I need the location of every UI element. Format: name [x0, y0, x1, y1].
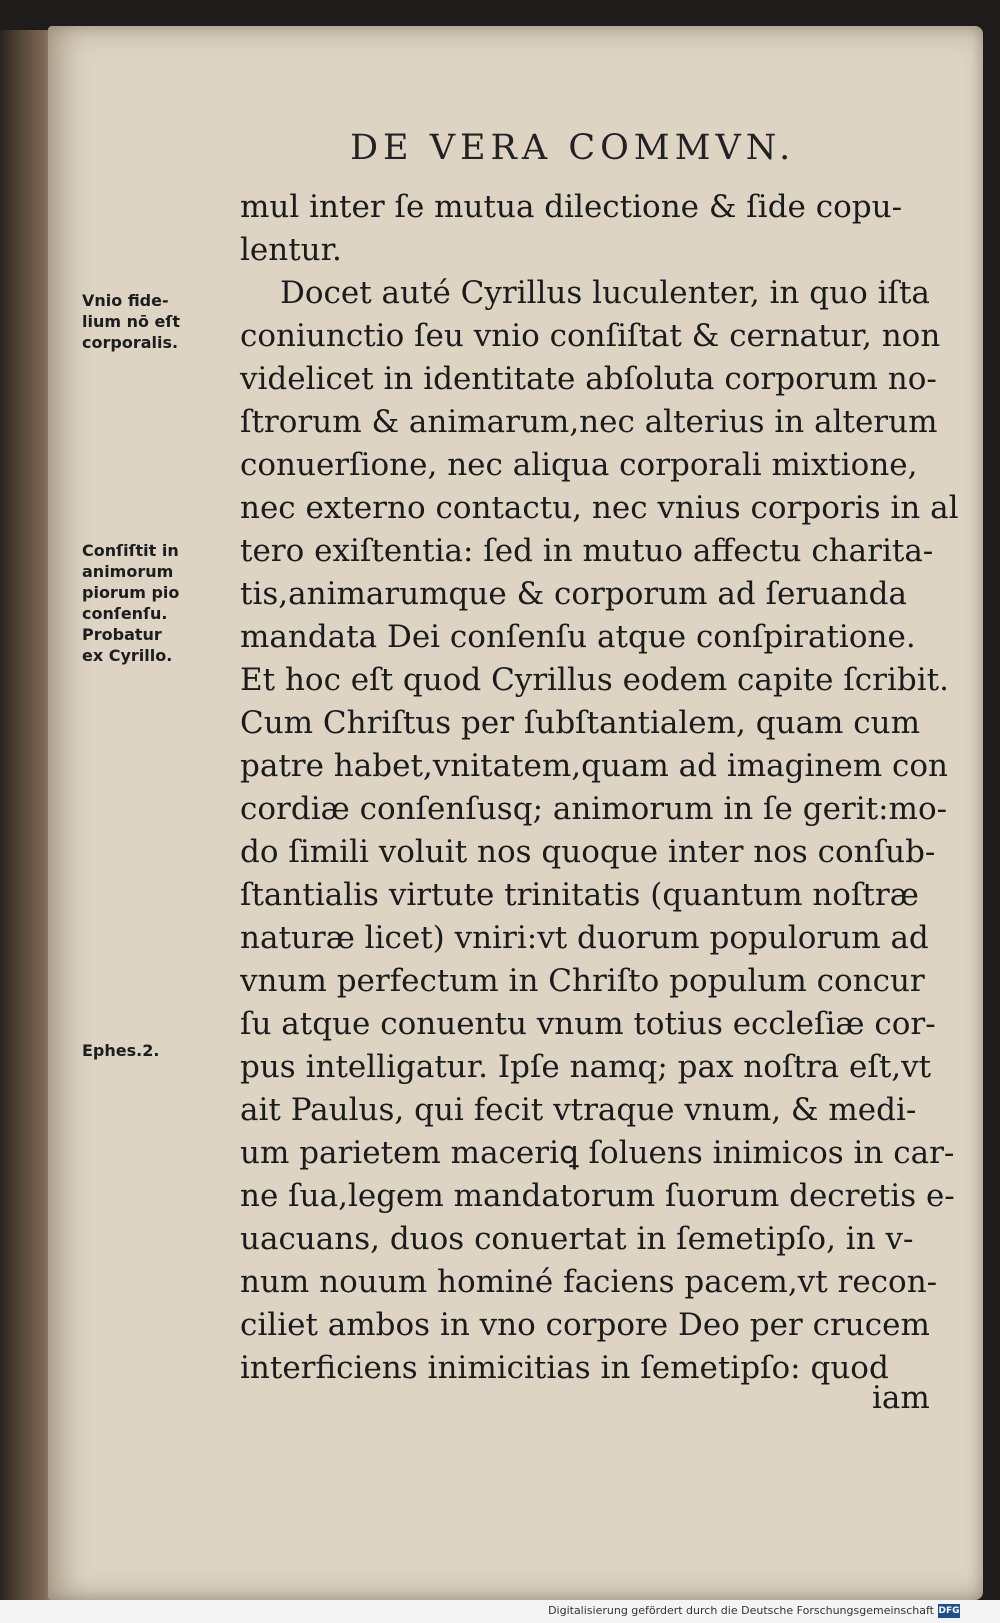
note-line: conſenſu.	[82, 604, 168, 623]
body-line: um parietem maceriꝗ ſoluens inimicos in car-	[240, 1135, 955, 1171]
body-line: Et hoc eſt quod Cyrillus eodem capite ſcribit.	[240, 662, 949, 698]
note-line: ex Cyrillo.	[82, 646, 173, 665]
note-line: Probatur	[82, 625, 162, 644]
body-line: ſtantialis virtute trinitatis (quantum noſtræ	[240, 877, 919, 913]
body-line: mul inter ſe mutua dilectione & ſide copu-	[240, 189, 903, 225]
marginal-note-unio	[82, 290, 237, 353]
dfg-logo-icon: DFG	[938, 1606, 960, 1616]
running-head: DE VERA COMMVN.	[350, 128, 796, 168]
marginal-note-consistit	[82, 540, 237, 666]
body-line: num nouum hominé faciens pacem,vt recon-	[240, 1264, 938, 1300]
body-line: uacuans, duos conuertat in ſemetipſo, in v-	[240, 1221, 914, 1257]
body-line: tero exiſtentia: ſed in mutuo affectu charita-	[240, 533, 934, 569]
body-text	[240, 186, 959, 1390]
note-line: corporalis.	[82, 333, 179, 352]
body-line: do ſimili voluit nos quoque inter nos conſub-	[240, 834, 936, 870]
body-line: ſtrorum & animarum,nec alterius in alterum	[240, 404, 938, 440]
note-line: Conſiſtit in	[82, 541, 179, 560]
note-line: lium nō eſt	[82, 312, 181, 331]
note-line: Vnio fide-	[82, 291, 169, 310]
body-line: ne ſua,legem mandatorum ſuorum decretis e-	[240, 1178, 955, 1214]
body-line: nec externo contactu, nec vnius corporis in al	[240, 490, 959, 526]
note-line: piorum pio	[82, 583, 180, 602]
body-line: pus intelligatur. Ipſe namq; pax noſtra eſt,vt	[240, 1049, 932, 1085]
body-line: patre habet,vnitatem,quam ad imaginem con	[240, 748, 948, 784]
body-line: Docet auté Cyrillus luculenter, in quo iſta	[280, 275, 930, 311]
catchword: iam	[872, 1380, 930, 1416]
body-line: ciliet ambos in vno corpore Deo per crucem	[240, 1307, 930, 1343]
note-line: Ephes.2.	[82, 1041, 160, 1060]
body-line: cordiæ conſenſusq; animorum in ſe gerit:mo-	[240, 791, 948, 827]
body-line: coniunctio ſeu vnio conſiſtat & cernatur, non	[240, 318, 941, 354]
body-line: ſu atque conuentu vnum totius eccleſiæ cor-	[240, 1006, 936, 1042]
digitization-footer	[0, 1600, 1000, 1623]
body-line: mandata Dei conſenſu atque conſpiratione.	[240, 619, 916, 655]
note-line: animorum	[82, 562, 174, 581]
marginal-note-ephes	[82, 1040, 237, 1061]
body-line: ait Paulus, qui fecit vtraque vnum, & medi-	[240, 1092, 917, 1128]
body-line: lentur.	[240, 232, 342, 268]
footer-credit: Digitalisierung gefördert durch die Deutsche Forschungsgemeinschaft	[548, 1604, 934, 1617]
body-line: vnum perfectum in Chriſto populum concur	[240, 963, 925, 999]
body-line: naturæ licet) vniri:vt duorum populorum ad	[240, 920, 929, 956]
body-line: interficiens inimicitias in ſemetipſo: quod	[240, 1350, 889, 1386]
body-line: videlicet in identitate abſoluta corporum no-	[240, 361, 937, 397]
body-line: Cum Chriſtus per ſubſtantialem, quam cum	[240, 705, 921, 741]
body-line: tis,animarumque & corporum ad ſeruanda	[240, 576, 907, 612]
body-line: conuerſione, nec aliqua corporali mixtione,	[240, 447, 918, 483]
